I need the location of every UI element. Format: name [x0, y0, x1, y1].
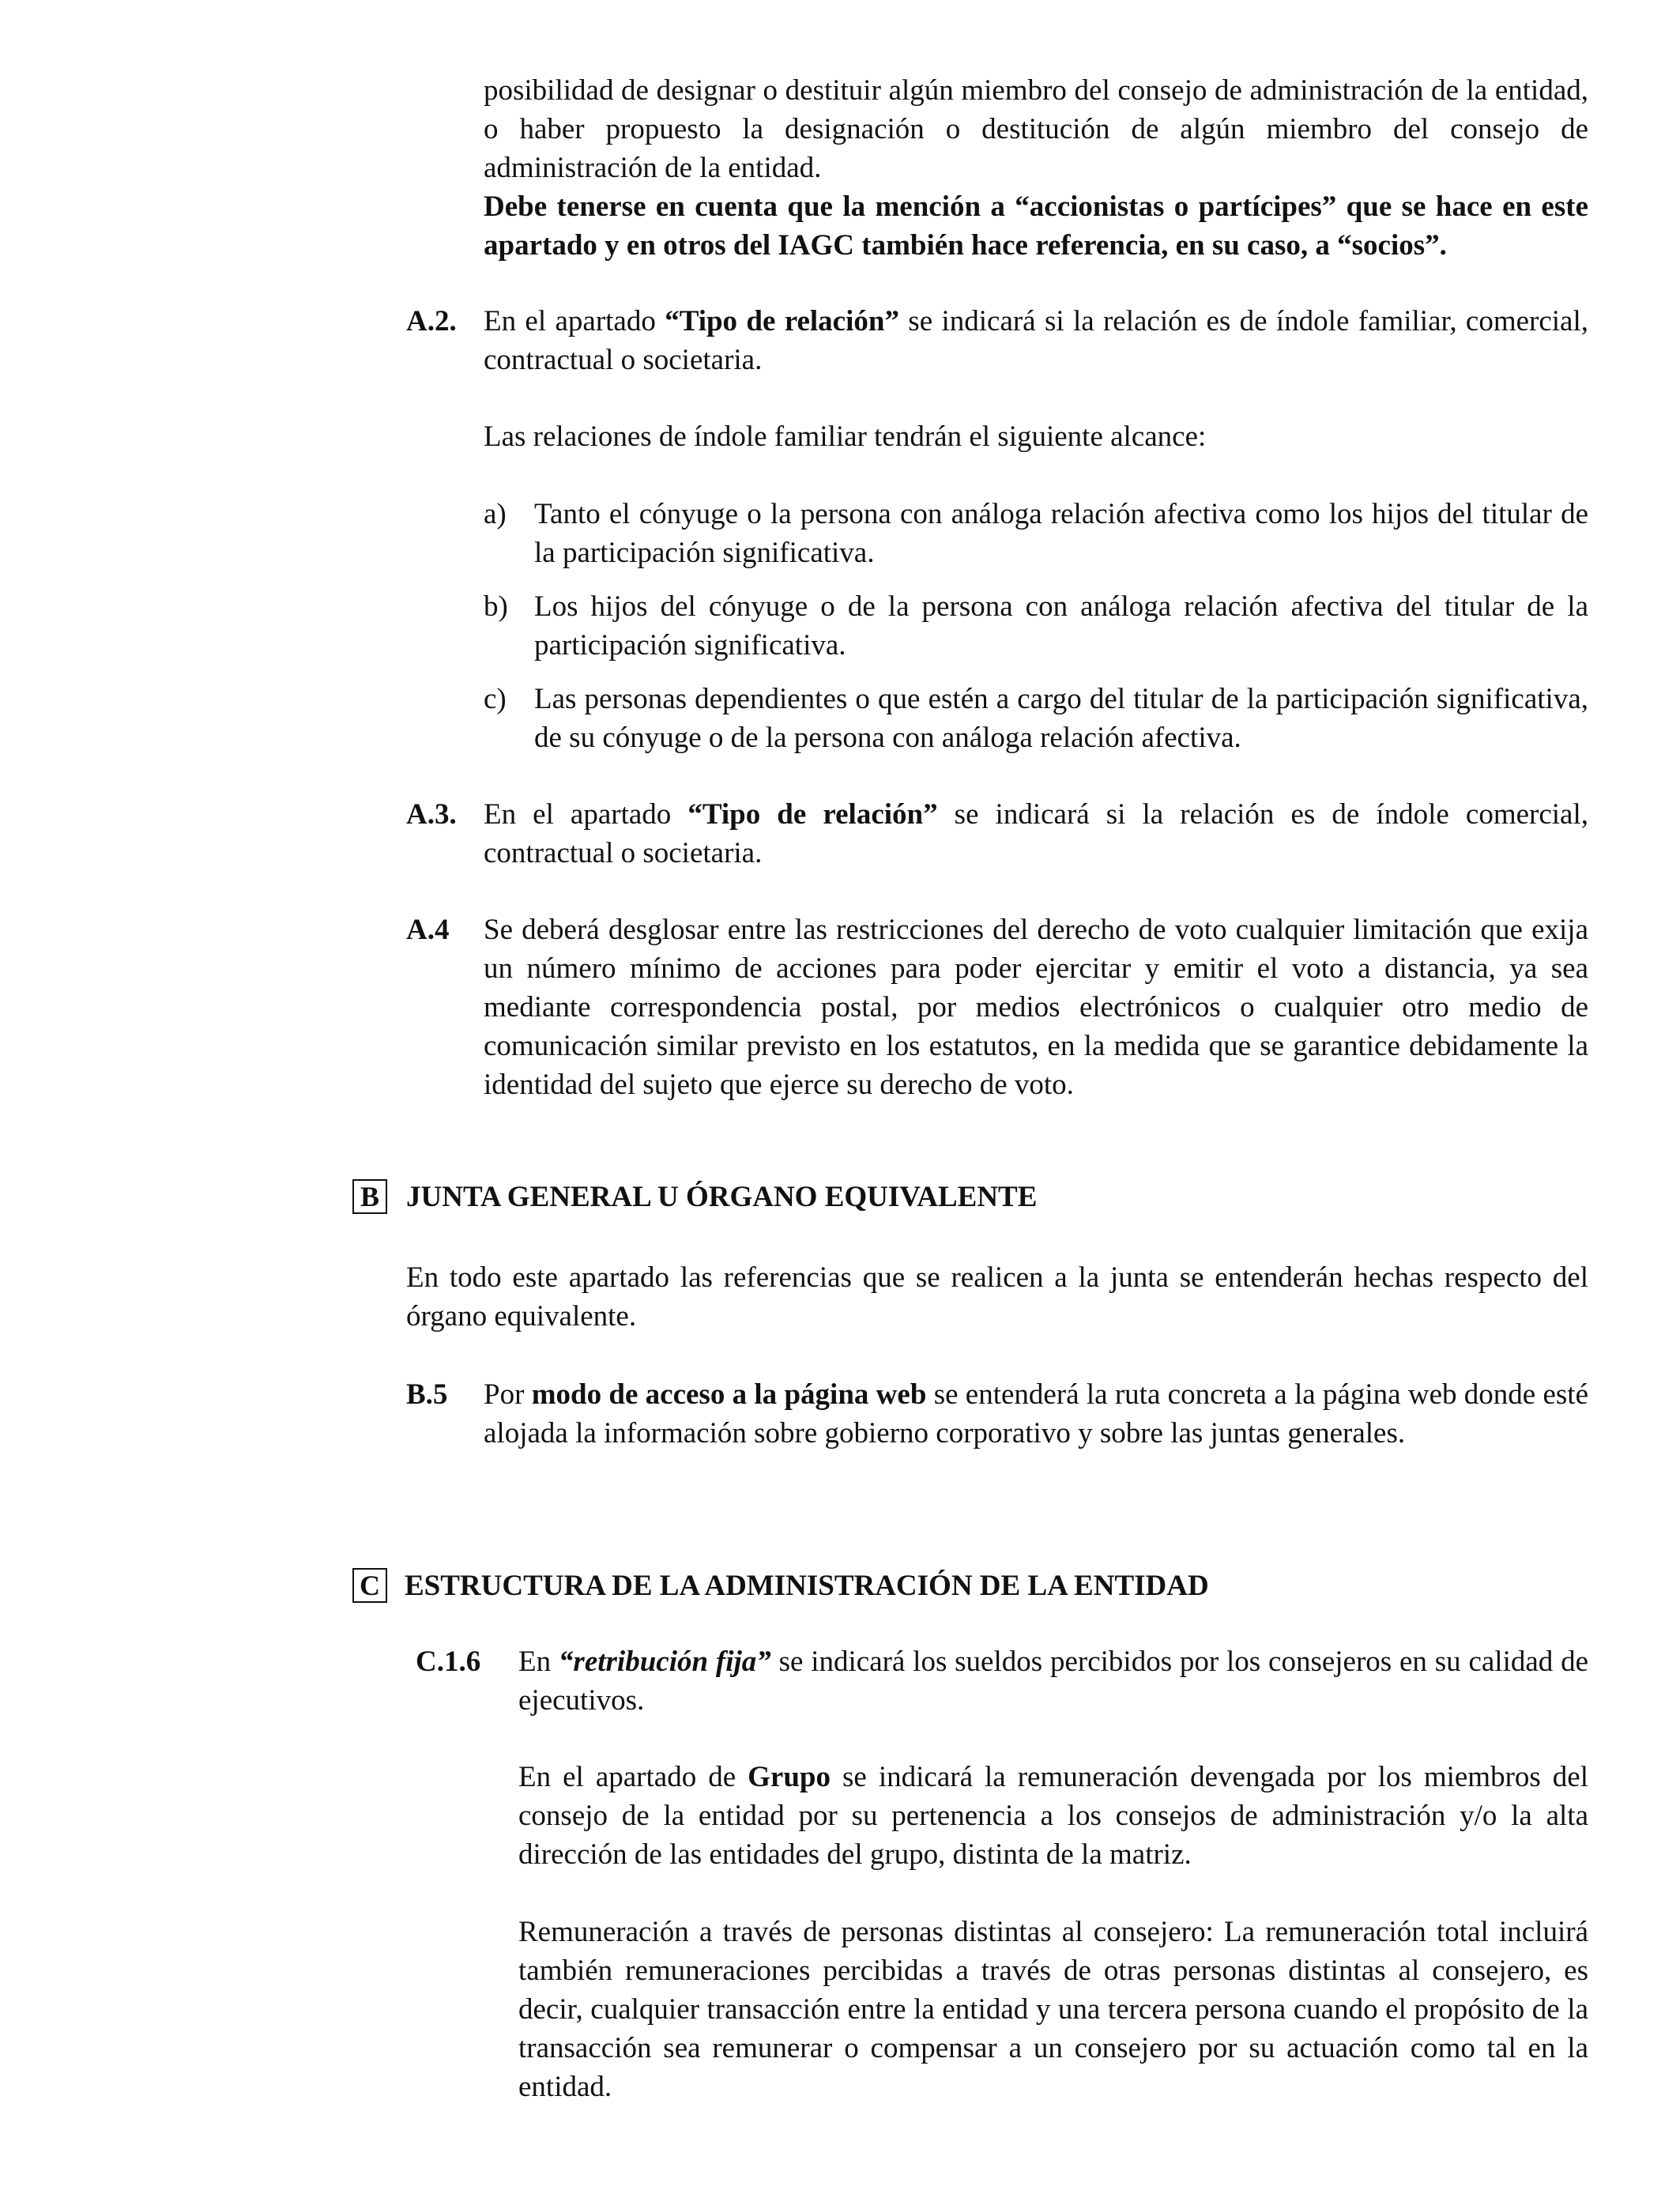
- c16-para2-bold: Grupo: [748, 1761, 831, 1793]
- intro-bold-note-text: Debe tenerse en cuenta que la mención a “accionistas o partícipes” que se hace en este apartado y en otros del IAGC también hace referencia, en su caso, a “socios”.: [484, 190, 1588, 262]
- b5-label: B.5: [406, 1378, 448, 1411]
- a2-item-c: Las personas dependientes o que estén a cargo del titular de la participación significativa, de su cónyuge o de la persona con análoga relación afectiva.: [534, 683, 1588, 754]
- a2-paragraph: [484, 302, 1588, 379]
- section-b-box: B: [352, 1179, 387, 1214]
- intro-paragraph: [484, 71, 1588, 187]
- a2-item-a: Tanto el cónyuge o la persona con análoga relación afectiva como los hijos del titular de la participación significativa.: [534, 498, 1588, 569]
- a4-paragraph: Se deberá desglosar entre las restricciones del derecho de voto cualquier limitación que exija un número mínimo de acciones para poder ejercitar y emitir el voto a distancia, ya sea mediante correspondencia postal, por medios electrónicos o cualquier otro medio de comunicación similar previsto en los estatutos, en la medida que se garantice debidamente la identidad del sujeto que ejerce su derecho de voto.: [484, 914, 1588, 1101]
- a3-paragraph: [484, 795, 1588, 873]
- intro-text: posibilidad de designar o destituir algún miembro del consejo de administración de la entidad, o haber propuesto la designación o destitución de algún miembro del consejo de administración de la entidad.: [484, 74, 1588, 184]
- c16-para2: [518, 1758, 1588, 1874]
- c16-pre: En: [518, 1646, 559, 1678]
- c16-para2-post: se indicará la remuneración devengada por los miembros del consejo de la entidad por su pertenencia a los consejos de administración y/o la alta dirección de las entidades del grupo, distinta de la matriz.: [518, 1761, 1589, 1871]
- a4-label: A.4: [406, 914, 450, 946]
- a2-post: se indicará si la relación es de índole familiar, comercial, contractual o societaria.: [484, 305, 1589, 376]
- a3-bold: “Tipo de relación”: [687, 798, 938, 831]
- section-c-title: ESTRUCTURA DE LA ADMINISTRACIÓN DE LA ENTIDAD: [405, 1570, 1209, 1602]
- b5-bold: modo de acceso a la página web: [531, 1378, 927, 1411]
- section-b-intro: En todo este apartado las referencias que se realicen a la junta se entenderán hechas respecto del órgano equivalente.: [406, 1261, 1588, 1333]
- b5-paragraph: [484, 1375, 1588, 1453]
- a2-label: A.2.: [406, 305, 457, 337]
- a2-item-b: Los hijos del cónyuge o de la persona con análoga relación afectiva del titular de la participación significativa.: [534, 590, 1588, 662]
- a3-label: A.3.: [406, 798, 457, 831]
- section-b-title: JUNTA GENERAL U ÓRGANO EQUIVALENTE: [406, 1181, 1038, 1213]
- a3-pre: En el apartado: [484, 798, 688, 831]
- section-c-box: C: [352, 1568, 387, 1603]
- a2-item-b-marker: b): [484, 590, 508, 623]
- a2-bold: “Tipo de relación”: [665, 305, 899, 337]
- c16-para2-pre: En el apartado de: [518, 1761, 748, 1793]
- a2-para2: Las relaciones de índole familiar tendrán el siguiente alcance:: [484, 420, 1207, 453]
- c16-post: se indicará los sueldos percibidos por los consejeros en su calidad de ejecutivos.: [518, 1646, 1588, 1717]
- c16-label: C.1.6: [416, 1646, 481, 1678]
- c16-para3: Remuneración a través de personas distintas al consejero: La remuneración total incluirá también remuneraciones percibidas a través de otras personas distintas al consejero, es decir, cualquier transacción entre la entidad y una tercera persona cuando el propósito de la transacción sea remunerar o compensar a un consejero por su actuación como tal en la entidad.: [518, 1916, 1588, 2103]
- a2-item-c-marker: c): [484, 683, 507, 715]
- c16-paragraph: [518, 1642, 1588, 1720]
- b5-pre: Por: [484, 1378, 532, 1411]
- b5-post: se entenderá la ruta concreta a la página web donde esté alojada la información sobre gobierno corporativo y sobre las juntas generales.: [484, 1378, 1589, 1449]
- a3-post: se indicará si la relación es de índole comercial, contractual o societaria.: [484, 798, 1589, 869]
- a2-pre: En el apartado: [484, 305, 665, 337]
- intro-bold-note: [484, 187, 1588, 265]
- a2-item-a-marker: a): [484, 498, 507, 530]
- c16-bold-italic: “retribución fija”: [558, 1646, 771, 1678]
